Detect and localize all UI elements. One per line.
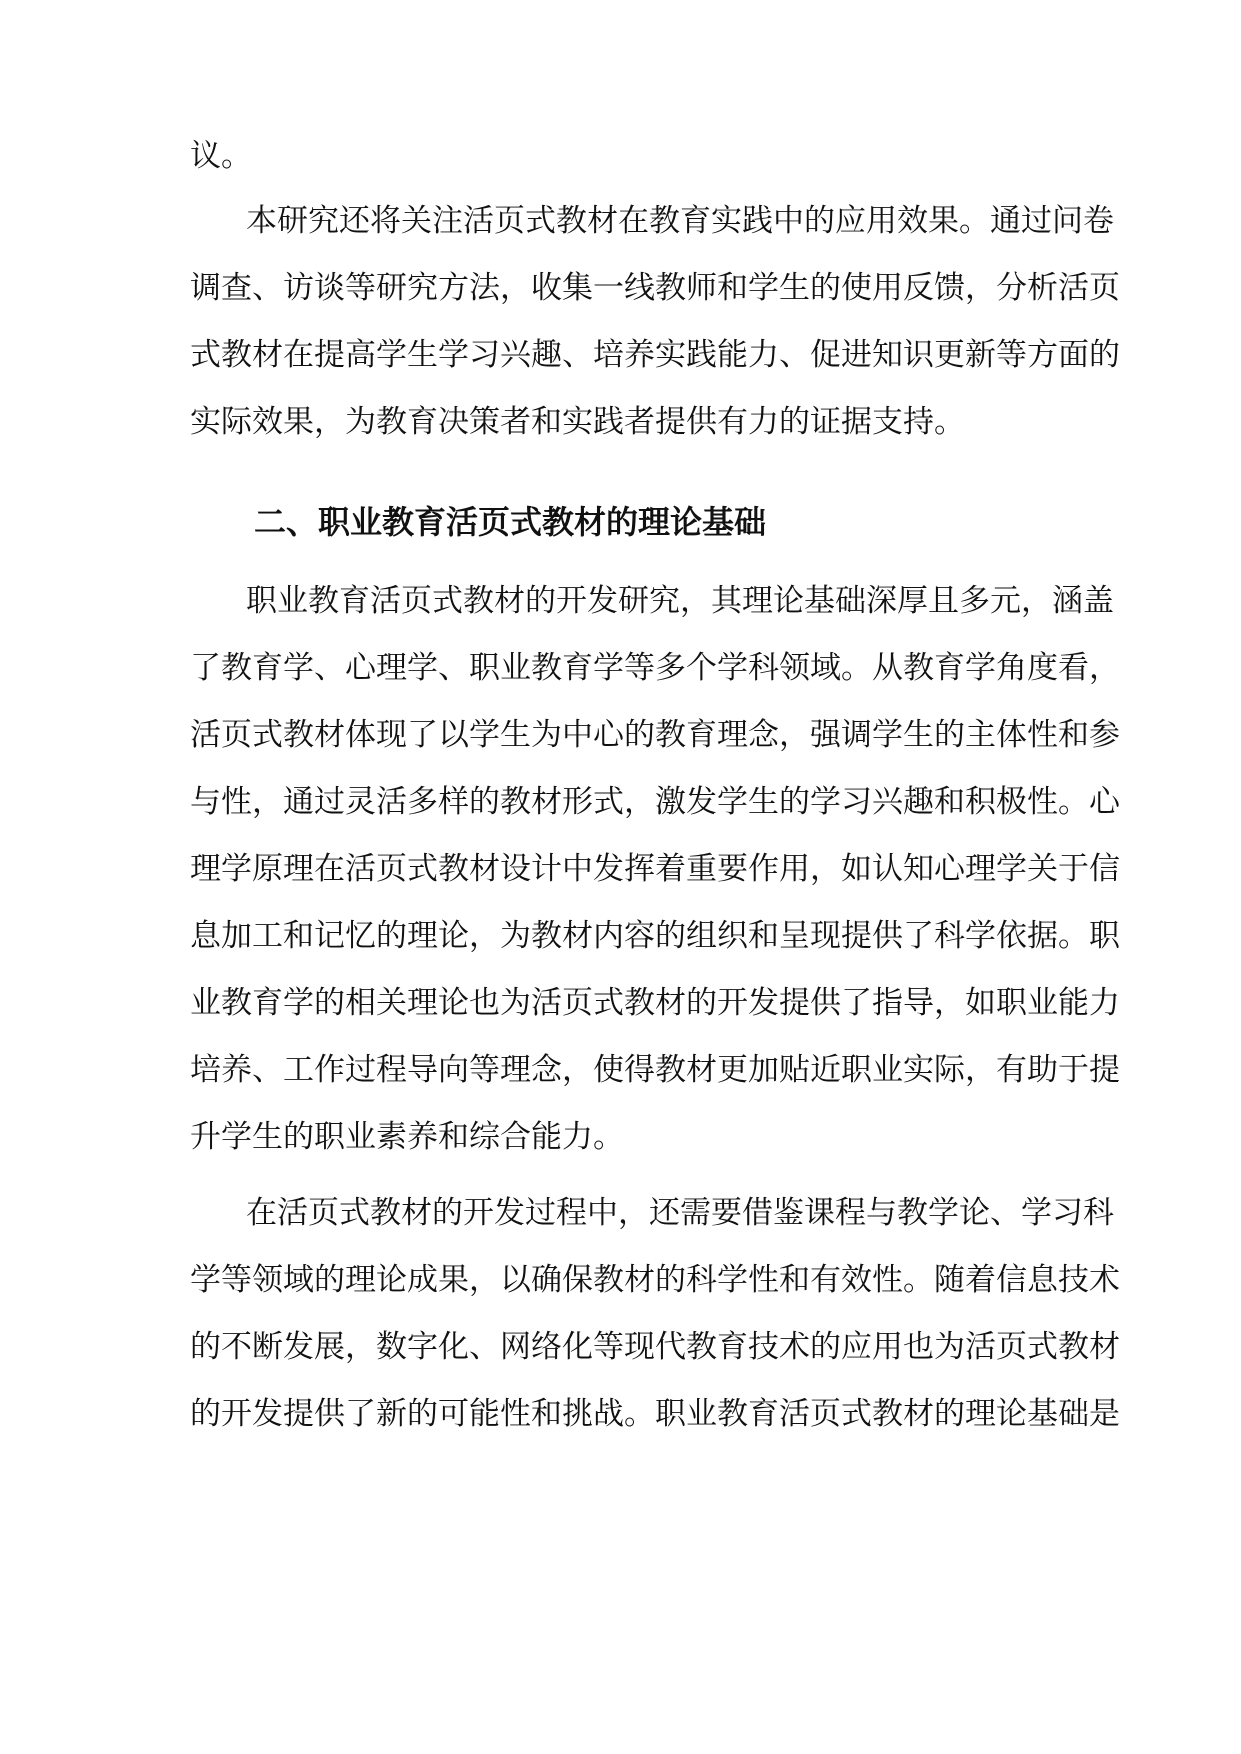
section-heading: 二、职业教育活页式教材的理论基础 — [254, 503, 767, 541]
paragraph-line: 调查、访谈等研究方法，收集一线教师和学生的使用反馈，分析活页 — [190, 270, 1120, 306]
paragraph-line: 实际效果，为教育决策者和实践者提供有力的证据支持。 — [190, 404, 965, 440]
paragraph-line: 升学生的职业素养和综合能力。 — [190, 1119, 624, 1155]
paragraph-line: 了教育学、心理学、职业教育学等多个学科领域。从教育学角度看， — [190, 650, 1120, 686]
paragraph-line: 学等领域的理论成果，以确保教材的科学性和有效性。随着信息技术 — [190, 1262, 1120, 1298]
paragraph-line: 活页式教材体现了以学生为中心的教育理念，强调学生的主体性和参 — [190, 717, 1120, 753]
paragraph-line: 在活页式教材的开发过程中，还需要借鉴课程与教学论、学习科 — [246, 1195, 1114, 1231]
paragraph-line: 本研究还将关注活页式教材在教育实践中的应用效果。通过问卷 — [246, 203, 1114, 239]
paragraph-line: 与性，通过灵活多样的教材形式，激发学生的学习兴趣和积极性。心 — [190, 784, 1120, 820]
paragraph-line: 培养、工作过程导向等理念，使得教材更加贴近职业实际，有助于提 — [190, 1052, 1120, 1088]
paragraph-line: 式教材在提高学生学习兴趣、培养实践能力、促进知识更新等方面的 — [190, 337, 1120, 373]
paragraph-line: 议。 — [190, 138, 252, 174]
paragraph-line: 息加工和记忆的理论，为教材内容的组织和呈现提供了科学依据。职 — [190, 918, 1120, 954]
paragraph-line: 职业教育活页式教材的开发研究，其理论基础深厚且多元，涵盖 — [246, 583, 1114, 619]
paragraph-line: 的不断发展，数字化、网络化等现代教育技术的应用也为活页式教材 — [190, 1329, 1120, 1365]
paragraph-line: 理学原理在活页式教材设计中发挥着重要作用，如认知心理学关于信 — [190, 851, 1120, 887]
paragraph-line: 业教育学的相关理论也为活页式教材的开发提供了指导，如职业能力 — [190, 985, 1120, 1021]
paragraph-line: 的开发提供了新的可能性和挑战。职业教育活页式教材的理论基础是 — [190, 1396, 1120, 1432]
